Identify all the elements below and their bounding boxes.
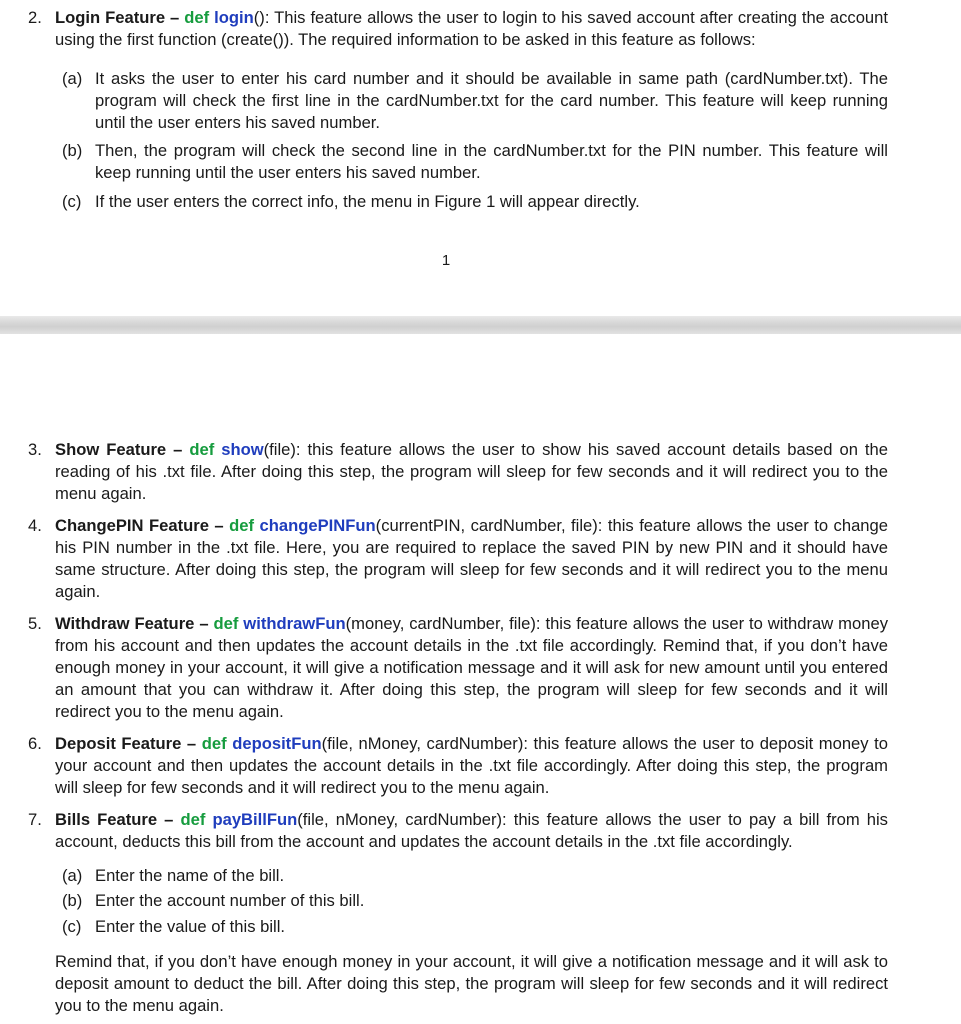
function-args: (file):: [263, 440, 301, 459]
list-item-show: [28, 439, 888, 505]
function-args: (money, cardNumber, file):: [345, 614, 541, 633]
title-separator: –: [165, 8, 185, 27]
subitem-label: (a): [62, 69, 83, 88]
item-number: 4.: [28, 516, 42, 535]
function-name: login: [214, 8, 254, 27]
feature-description: this feature allows the user to deposit money to your account and then updates the account details in the .txt file accordingly. After doing this step, the program will sleep for few seconds and it will redirect you to the menu again.: [55, 734, 888, 797]
subitem-label: (b): [62, 891, 83, 910]
function-args: (file, nMoney, cardNumber):: [321, 734, 528, 753]
item-body: [55, 809, 888, 853]
item-body: [55, 613, 888, 723]
list-item-deposit: [28, 733, 888, 799]
remind-paragraph: Remind that, if you don’t have enough money in your account, it will give a notification message and it will ask to deposit amount to deduct the bill. After doing this step, the program will sleep for few seconds and it will redirect you to the menu again.: [55, 952, 888, 1015]
function-name: depositFun: [232, 734, 322, 753]
feature-description: This feature allows the user to login to his saved account after creating the account using the first function (create()). The required information to be asked in this feature as follows:: [55, 8, 888, 49]
function-args: (currentPIN, cardNumber, file):: [375, 516, 603, 535]
feature-title: Bills Feature: [55, 810, 158, 829]
subitem: [62, 890, 888, 912]
item-number: 5.: [28, 614, 42, 633]
feature-description: this feature allows the user to pay a bill from his account, deducts this bill from the account and updates the account details in the .txt file accordingly.: [55, 810, 888, 851]
subitem-text: Enter the account number of this bill.: [95, 891, 365, 910]
page-number: 1: [441, 252, 451, 269]
item-body: [55, 439, 888, 505]
subitem: [62, 865, 888, 887]
subitem-text: If the user enters the correct info, the menu in Figure 1 will appear directly.: [95, 192, 640, 211]
feature-title: Withdraw Feature: [55, 614, 195, 633]
subitem-text: Enter the value of this bill.: [95, 917, 286, 936]
subitem: [62, 68, 888, 134]
item-number: 3.: [28, 440, 42, 459]
subitem-text: Then, the program will check the second line in the cardNumber.txt for the PIN number. This feature will keep running until the user enters his saved number.: [95, 141, 888, 182]
title-separator: –: [194, 614, 214, 633]
subitem-label: (b): [62, 141, 83, 160]
item-body: [55, 7, 888, 51]
title-separator: –: [166, 440, 190, 459]
page-separator: [0, 316, 961, 334]
list-item-changepin: [28, 515, 888, 603]
list-item-login: [28, 7, 888, 51]
feature-title: Show Feature: [55, 440, 167, 459]
function-name: show: [221, 440, 264, 459]
def-keyword: def: [180, 810, 206, 829]
def-keyword: def: [213, 614, 239, 633]
item-body: [55, 515, 888, 603]
item-number: 7.: [28, 810, 42, 829]
subitem-text: Enter the name of the bill.: [95, 866, 285, 885]
item-number: 2.: [28, 8, 42, 27]
subitem-label: (a): [62, 866, 83, 885]
subitem-text: It asks the user to enter his card number and it should be available in same path (cardNumber.txt). The program will check the first line in the cardNumber.txt for the card number. This feature will keep running until the user enters his saved number.: [95, 69, 888, 132]
feature-description: this feature allows the user to show his saved account details based on the reading of his .txt file. After doing this step, the program will sleep for few seconds and it will redirect you to the menu again.: [55, 440, 888, 503]
function-args: (file, nMoney, cardNumber):: [297, 810, 507, 829]
function-name: payBillFun: [212, 810, 298, 829]
feature-description: this feature allows the user to withdraw money from his account and then updates the account details in the .txt file accordingly. Remind that, if you don’t have enough money in your account, it will give a notification message and it will ask for new amount until you entered an amount that you can withdraw it. After doing this step, the program will sleep for few seconds and it will redirect you to the menu again.: [55, 614, 888, 721]
subitem-label: (c): [62, 917, 82, 936]
feature-title: Login Feature: [55, 8, 166, 27]
function-args: ():: [253, 8, 270, 27]
def-keyword: def: [229, 516, 255, 535]
subitem: [62, 191, 888, 213]
item-body: [55, 733, 888, 799]
list-item-withdraw: [28, 613, 888, 723]
function-name: withdrawFun: [243, 614, 346, 633]
def-keyword: def: [184, 8, 210, 27]
title-separator: –: [157, 810, 181, 829]
def-keyword: def: [189, 440, 215, 459]
subitem: [62, 140, 888, 184]
function-name: changePINFun: [259, 516, 376, 535]
feature-title: Deposit Feature: [55, 734, 182, 753]
def-keyword: def: [201, 734, 227, 753]
feature-title: ChangePIN Feature: [55, 516, 209, 535]
subitem: [62, 916, 888, 938]
title-separator: –: [208, 516, 230, 535]
feature-description: this feature allows the user to change his PIN number in the .txt file. Here, you are required to replace the saved PIN by new PIN and it should have same structure. After doing this step, the program will sleep for few seconds and it will redirect you to the menu again.: [55, 516, 888, 601]
list-item-bills: [28, 809, 888, 853]
item-number: 6.: [28, 734, 42, 753]
title-separator: –: [181, 734, 202, 753]
subitem-label: (c): [62, 192, 82, 211]
